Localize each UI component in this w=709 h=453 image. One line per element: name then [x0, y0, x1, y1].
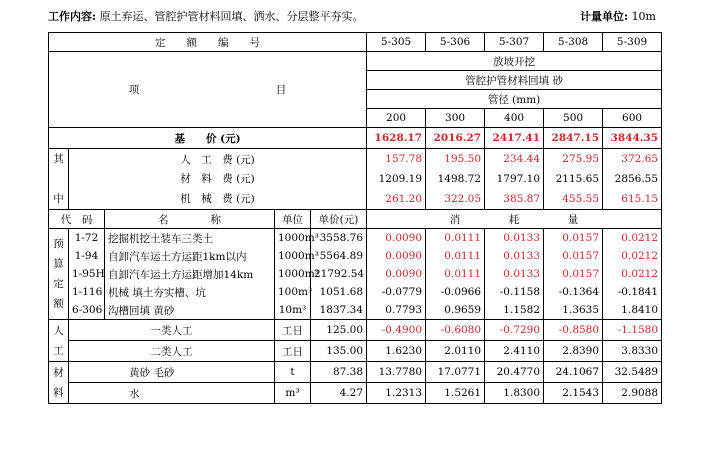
budget-cell: 0.0111 [426, 247, 485, 265]
material-price: 4.27 [311, 383, 367, 404]
code-label: 定 额 编 号 [49, 33, 367, 52]
section1-row [49, 52, 662, 71]
code-cell: 5-307 [485, 33, 544, 52]
cost-cell: 615.15 [603, 189, 662, 210]
labor-cell: 3.8330 [603, 341, 662, 362]
budget-cell: -0.0779 [367, 283, 426, 301]
qizhong-char: 其 [53, 153, 64, 165]
budget-cell: 0.0133 [485, 265, 544, 283]
budget-code: 1-116 [69, 283, 105, 301]
cost-cell: 195.50 [426, 149, 485, 170]
budget-code: 6-306 [69, 301, 105, 320]
cailiao-char: 材 [53, 366, 64, 379]
yusuan-label [49, 229, 69, 320]
quota-table [48, 32, 662, 404]
cost-cell: 1498.72 [426, 169, 485, 189]
budget-cell: 0.0212 [603, 265, 662, 283]
yusuan-char: 定 [53, 278, 64, 290]
consumption-header: 耗 [485, 210, 544, 229]
cost-row [49, 149, 662, 170]
consumption-header-blank [367, 210, 426, 229]
material-cell: 2.9088 [603, 383, 662, 404]
code-cell: 5-308 [544, 33, 603, 52]
labor-cell: 1.6230 [367, 341, 426, 362]
base-price-row [49, 128, 662, 149]
budget-price: 3558.76 [311, 229, 367, 248]
budget-cell: 0.0133 [485, 247, 544, 265]
material-cell: 24.1067 [544, 362, 603, 383]
rengong-char: 工 [53, 344, 64, 357]
cost-cell: 1797.10 [485, 169, 544, 189]
code-cell: 5-306 [426, 33, 485, 52]
cost-cell: 261.20 [367, 189, 426, 210]
budget-cell: -0.1841 [603, 283, 662, 301]
base-price-cell: 2417.41 [485, 128, 544, 149]
budget-cell: 0.7793 [367, 301, 426, 320]
diameter-cell: 400 [485, 109, 544, 128]
code-row [49, 33, 662, 52]
labor-row [49, 320, 662, 341]
code-cell: 5-305 [367, 33, 426, 52]
cost-cell: 2856.55 [603, 169, 662, 189]
yusuan-char: 算 [53, 258, 64, 270]
budget-cell: 0.0212 [603, 247, 662, 265]
budget-cell: -0.1158 [485, 283, 544, 301]
qizhong-char: 中 [53, 193, 64, 205]
budget-code: 1-95H [69, 265, 105, 283]
budget-price: 21792.54 [311, 265, 367, 283]
budget-cell: 0.0090 [367, 229, 426, 248]
code-header: 代 码 [49, 210, 105, 229]
base-price-cell: 3844.35 [603, 128, 662, 149]
section-label: 放坡开挖 [367, 52, 662, 71]
cost-cell: 275.95 [544, 149, 603, 170]
budget-cell: -0.0966 [426, 283, 485, 301]
budget-name: 自卸汽车运土方运距1km以内 [105, 247, 275, 265]
yusuan-char: 预 [53, 238, 64, 250]
diameter-cell: 300 [426, 109, 485, 128]
budget-cell: -0.1364 [544, 283, 603, 301]
budget-cell: 1.1582 [485, 301, 544, 320]
labor-cell: 2.8390 [544, 341, 603, 362]
budget-cell: 0.0111 [426, 229, 485, 248]
work-content-label: 工作内容: [48, 10, 97, 23]
budget-code: 1-94 [69, 247, 105, 265]
labor-cell: -0.6080 [426, 320, 485, 341]
cost-cell: 385.87 [485, 189, 544, 210]
base-price-cell: 2847.15 [544, 128, 603, 149]
budget-unit: 10m³ [275, 301, 311, 320]
labor-cell: -0.8580 [544, 320, 603, 341]
budget-cell: 1.8410 [603, 301, 662, 320]
cost-cell: 2115.65 [544, 169, 603, 189]
material-cell: 1.8300 [485, 383, 544, 404]
cost-cell: 372.65 [603, 149, 662, 170]
section-label: 管腔护管材料回填 砂 [367, 71, 662, 90]
cailiao-label [49, 362, 69, 404]
diameter-cell: 600 [603, 109, 662, 128]
material-price: 87.38 [311, 362, 367, 383]
budget-unit: 1000m³ [275, 247, 311, 265]
material-name: 黄砂 毛砂 [69, 362, 275, 383]
budget-cell: 0.0111 [426, 265, 485, 283]
base-price-cell: 1628.17 [367, 128, 426, 149]
budget-code: 1-72 [69, 229, 105, 248]
budget-row [49, 247, 662, 265]
budget-cell: 1.3635 [544, 301, 603, 320]
cost-cell: 234.44 [485, 149, 544, 170]
base-price-label: 基 价 (元) [49, 128, 367, 149]
work-content-text: 原土弃运、管腔护管材料回填、洒水、分层整平夯实。 [99, 10, 364, 23]
cost-row [49, 189, 662, 210]
material-cell: 17.0771 [426, 362, 485, 383]
material-cell: 1.5261 [426, 383, 485, 404]
budget-cell: 0.0090 [367, 247, 426, 265]
budget-unit: 1000m³ [275, 229, 311, 248]
labor-row [49, 341, 662, 362]
labor-cell: 2.4110 [485, 341, 544, 362]
budget-row [49, 265, 662, 283]
name-header: 名 称 [105, 210, 275, 229]
cost-cell: 157.78 [367, 149, 426, 170]
budget-unit: 1000m³ [275, 265, 311, 283]
material-row [49, 383, 662, 404]
labor-price: 125.00 [311, 320, 367, 341]
consumption-header: 量 [544, 210, 603, 229]
page-header [48, 8, 660, 26]
budget-cell: 0.0090 [367, 265, 426, 283]
consumption-header: 消 [426, 210, 485, 229]
budget-price: 1837.34 [311, 301, 367, 320]
rengong-char: 人 [53, 324, 64, 337]
labor-name: 一类人工 [69, 320, 275, 341]
code-cell: 5-309 [603, 33, 662, 52]
labor-cell: 2.0110 [426, 341, 485, 362]
budget-cell: 0.0212 [603, 229, 662, 248]
budget-cell: 0.0133 [485, 229, 544, 248]
budget-name: 机械 填土夯实槽、坑 [105, 283, 275, 301]
cost-label: 机 械 费 (元) [69, 189, 367, 210]
base-price-cell: 2016.27 [426, 128, 485, 149]
material-cell: 1.2313 [367, 383, 426, 404]
budget-row [49, 283, 662, 301]
material-row [49, 362, 662, 383]
qizhong-label [49, 149, 69, 210]
budget-price: 1051.68 [311, 283, 367, 301]
labor-cell: -0.7290 [485, 320, 544, 341]
labor-cell: -0.4900 [367, 320, 426, 341]
labor-price: 135.00 [311, 341, 367, 362]
labor-cell: -1.1580 [603, 320, 662, 341]
item-label: 项 目 [49, 52, 367, 128]
material-cell: 20.4770 [485, 362, 544, 383]
budget-cell: 0.0157 [544, 229, 603, 248]
budget-cell: 0.9659 [426, 301, 485, 320]
material-cell: 13.7780 [367, 362, 426, 383]
budget-cell: 0.0157 [544, 265, 603, 283]
diameter-cell: 200 [367, 109, 426, 128]
rengong-label [49, 320, 69, 362]
budget-name: 沟槽回填 黄砂 [105, 301, 275, 320]
cost-row [49, 169, 662, 189]
unit-label: 计量单位: [580, 10, 629, 23]
measure-unit [580, 8, 656, 24]
column-header-row [49, 210, 662, 229]
price-header: 单价(元) [311, 210, 367, 229]
unit-header: 单位 [275, 210, 311, 229]
budget-row [49, 301, 662, 320]
budget-price: 5564.89 [311, 247, 367, 265]
cost-label: 人 工 费 (元) [69, 149, 367, 170]
material-cell: 32.5489 [603, 362, 662, 383]
material-unit: t [275, 362, 311, 383]
labor-unit: 工日 [275, 320, 311, 341]
cost-cell: 322.05 [426, 189, 485, 210]
cailiao-char: 料 [53, 386, 64, 399]
material-cell: 2.1543 [544, 383, 603, 404]
budget-cell: 0.0157 [544, 247, 603, 265]
section-label: 管径 (mm) [367, 90, 662, 109]
material-unit: m³ [275, 383, 311, 404]
labor-name: 二类人工 [69, 341, 275, 362]
material-name: 水 [69, 383, 275, 404]
labor-unit: 工日 [275, 341, 311, 362]
cost-cell: 455.55 [544, 189, 603, 210]
budget-unit: 100m³ [275, 283, 311, 301]
yusuan-char: 额 [53, 298, 64, 310]
budget-name: 挖掘机挖土装车三类土 [105, 229, 275, 248]
budget-name: 自卸汽车运土方运距增加14km [105, 265, 275, 283]
cost-cell: 1209.19 [367, 169, 426, 189]
diameter-cell: 500 [544, 109, 603, 128]
cost-label: 材 料 费 (元) [69, 169, 367, 189]
consumption-header-blank [603, 210, 662, 229]
unit-value: 10m [631, 10, 656, 23]
budget-row [49, 229, 662, 248]
